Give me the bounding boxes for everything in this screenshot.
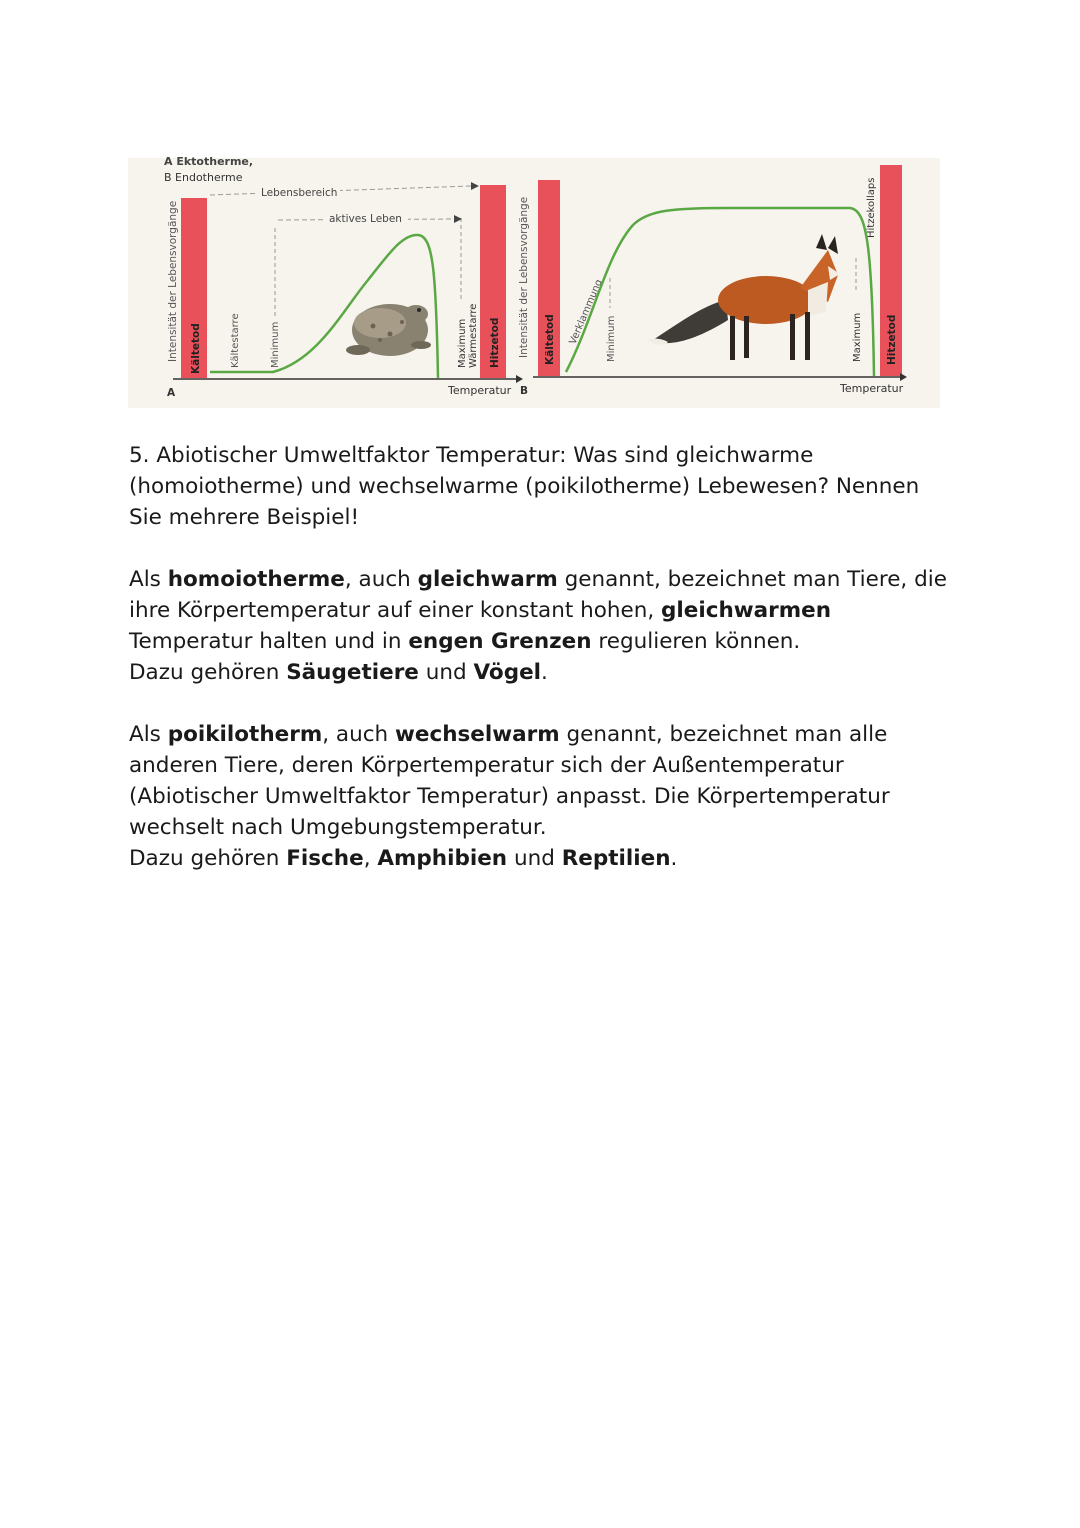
panel-b-heat-collapse-label: Hitzekollaps xyxy=(866,177,877,238)
panel-a-y-axis-label: Intensität der Lebensvorgänge xyxy=(167,200,179,362)
panel-a-heat-death-label: Hitzetod xyxy=(489,317,501,368)
keyword: Vögel xyxy=(473,660,542,685)
panel-b-x-axis-label: Temperatur xyxy=(840,382,904,395)
panel-b-stiffening-label: Verklammung xyxy=(567,277,605,347)
keyword: Reptilien xyxy=(561,846,671,871)
keyword: homoiotherme xyxy=(167,567,345,592)
panel-a-cold-death-label: Kältetod xyxy=(190,323,202,374)
keyword: wechselwarm xyxy=(395,722,560,747)
panel-a-active-range-label: aktives Leben xyxy=(329,213,402,225)
panel-b-maximum-label: Maximum xyxy=(852,312,863,362)
panel-b-letter: B xyxy=(520,385,529,397)
panel-b-cold-death-label: Kältetod xyxy=(544,314,556,365)
legend-a: A Ektotherme, xyxy=(164,155,254,168)
keyword: gleichwarmen xyxy=(661,598,832,623)
legend-b: B Endotherme xyxy=(164,171,243,184)
panel-a-cold-rigor-label: Kältestarre xyxy=(230,313,241,368)
keyword: Säugetiere xyxy=(286,660,419,685)
answer-poikilotherm: Als poikilotherm, auch wechselwarm genannt, bezeichnet man alle anderen Tiere, deren Körpertemperatur sich der Außentemperatur (Abiotischer Umweltfaktor Temperatur) anpasst. Die Körpertemperatur wechselt nach Umgebungstemperatur. Dazu gehören Fische, Amphibien und Reptilien. xyxy=(129,722,890,871)
temperature-figure xyxy=(128,140,940,410)
keyword: Fische xyxy=(286,846,364,871)
question-text: 5. Abiotischer Umweltfaktor Temperatur: Was sind gleichwarme (homoiotherme) und wechselwarme (poikilotherme) Lebewesen? Nennen Sie mehrere Beispiel! xyxy=(129,443,920,530)
panel-a-minimum-label: Minimum xyxy=(270,321,281,368)
panel-a-heat-rigor-label: Wärmestarre xyxy=(468,303,479,368)
keyword: engen Grenzen xyxy=(408,629,592,654)
panel-a-life-range-label: Lebensbereich xyxy=(261,187,338,199)
temperature-diagram xyxy=(128,140,940,410)
panel-b-minimum-label: Minimum xyxy=(606,315,617,362)
panel-a-letter: A xyxy=(167,387,176,399)
panel-a-x-axis-label: Temperatur xyxy=(448,384,512,397)
panel-b-heat-death-label: Hitzetod xyxy=(886,314,898,365)
keyword: poikilotherm xyxy=(167,722,323,747)
keyword: gleichwarm xyxy=(417,567,558,592)
panel-a-maximum-label: Maximum xyxy=(457,318,468,368)
panel-b-y-axis-label: Intensität der Lebensvorgänge xyxy=(518,196,530,358)
keyword: Amphibien xyxy=(377,846,508,871)
answer-homoiotherm: Als homoiotherme, auch gleichwarm genannt, bezeichnet man Tiere, die ihre Körpertemperatur auf einer konstant hohen, gleichwarmen Temperatur halten und in engen Grenzen regulieren können. Dazu gehören Säugetiere und Vögel. xyxy=(129,567,947,685)
